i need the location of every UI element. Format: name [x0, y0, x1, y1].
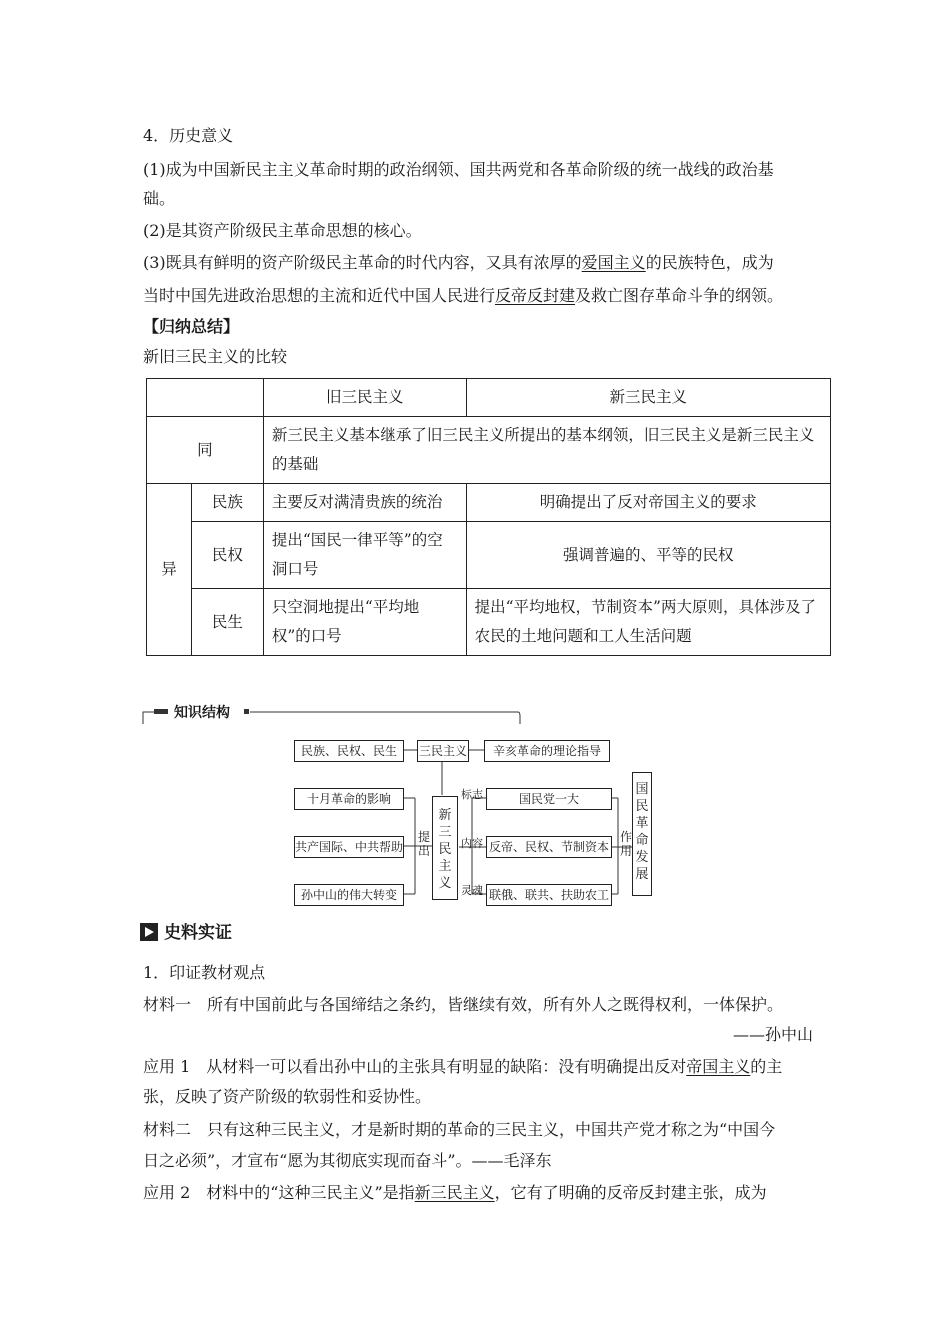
application-text: 应用 1 从材料一可以看出孙中山的主张具有明显的缺陷：没有明确提出反对帝国主义的主 — [143, 1057, 783, 1076]
underlined-keyword: 爱国主义 — [581, 253, 646, 272]
paragraph: 础。 — [143, 189, 176, 208]
paragraph: (3)既具有鲜明的资产阶级民主革命的时代内容，又具有浓厚的爱国主义的民族特色，成为 — [143, 253, 774, 272]
old-cell: 提出“国民一律平等”的空洞口号 — [263, 522, 466, 589]
paragraph: (2)是其资产阶级民主革命思想的核心。 — [143, 221, 422, 240]
summary-label: 【归纳总结】 — [143, 317, 240, 336]
material-source: ——孙中山 — [732, 1025, 813, 1044]
old-cell: 只空洞地提出“平均地权”的口号 — [263, 589, 466, 656]
node-right-3: 联俄、联共、扶助农工 — [486, 884, 612, 906]
table-row — [147, 522, 831, 589]
aspect-cell: 民权 — [191, 522, 263, 589]
old-cell: 主要反对满清贵族的统治 — [263, 484, 466, 522]
same-label: 同 — [147, 417, 264, 484]
label-zuoyong: 作用 — [620, 830, 633, 858]
node-left-1: 十月革命的影响 — [294, 788, 404, 810]
paragraph: 当时中国先进政治思想的主流和近代中国人民进行反帝反封建及救亡图存革命斗争的纲领。 — [143, 286, 784, 305]
aspect-cell: 民生 — [191, 589, 263, 656]
material-text: 材料一 所有中国前此与各国缔结之条约，皆继续有效，所有外人之既得权利，一体保护。 — [143, 995, 784, 1014]
table-header-row — [147, 379, 831, 417]
header-new: 新三民主义 — [466, 379, 830, 417]
section-heading: 1．印证教材观点 — [143, 963, 266, 982]
same-text: 新三民主义基本继承了旧三民主义所提出的基本纲领，旧三民主义是新三民主义的基础 — [263, 417, 830, 484]
node-right-top: 辛亥革命的理论指导 — [484, 740, 610, 762]
underlined-keyword: 帝国主义 — [686, 1057, 751, 1076]
new-cell: 提出“平均地权，节制资本”两大原则，具体涉及了农民的土地问题和工人生活问题 — [466, 589, 830, 656]
section-evidence-header: 史料实证 — [140, 918, 232, 943]
underlined-keyword: 新三民主义 — [414, 1183, 495, 1202]
table-row — [147, 484, 831, 522]
application-text: 应用 2 材料中的“这种三民主义”是指新三民主义，它有了明确的反帝反封建主张，成为 — [143, 1183, 767, 1202]
table-title: 新旧三民主义的比较 — [143, 347, 288, 366]
play-icon — [140, 923, 158, 941]
table-row — [147, 589, 831, 656]
section-heading: 4．历史意义 — [143, 126, 234, 145]
label-tichu: 提出 — [418, 830, 431, 858]
tag-biaozhi: 标志 — [461, 788, 483, 801]
underlined-keyword: 反帝反封建 — [495, 286, 576, 305]
new-cell: 明确提出了反对帝国主义的要求 — [466, 484, 830, 522]
tag-neirong: 内容 — [461, 837, 483, 850]
node-right-1: 国民党一大 — [486, 788, 612, 810]
table-row — [147, 417, 831, 484]
diagram-header: 知识结构 — [172, 702, 232, 722]
knowledge-structure-diagram — [140, 700, 680, 910]
material-text: 材料二 只有这种三民主义，才是新时期的革命的三民主义，中国共产党才称之为“中国今 — [143, 1120, 776, 1139]
material-text: 日之必须”，才宣布“愿为其彻底实现而奋斗”。——毛泽东 — [143, 1151, 552, 1170]
comparison-table — [146, 378, 831, 656]
node-left-2: 共产国际、中共帮助 — [294, 836, 404, 858]
node-center: 新三民主义 — [432, 796, 458, 900]
aspect-cell: 民族 — [191, 484, 263, 522]
diff-label: 异 — [147, 484, 192, 656]
node-left-top: 民族、民权、民生 — [294, 740, 404, 762]
node-left-3: 孙中山的伟大转变 — [294, 884, 404, 906]
header-old: 旧三民主义 — [263, 379, 466, 417]
new-cell: 强调普遍的、平等的民权 — [466, 522, 830, 589]
node-right-2: 反帝、民权、节制资本 — [486, 836, 612, 858]
node-result: 国民革命发展 — [632, 772, 652, 896]
node-sanmin: 三民主义 — [417, 740, 469, 762]
tag-linghun: 灵魂 — [461, 884, 483, 897]
paragraph: (1)成为中国新民主主义革命时期的政治纲领、国共两党和各革命阶级的统一战线的政治基 — [143, 160, 774, 179]
application-text: 张，反映了资产阶级的软弱性和妥协性。 — [143, 1087, 432, 1106]
